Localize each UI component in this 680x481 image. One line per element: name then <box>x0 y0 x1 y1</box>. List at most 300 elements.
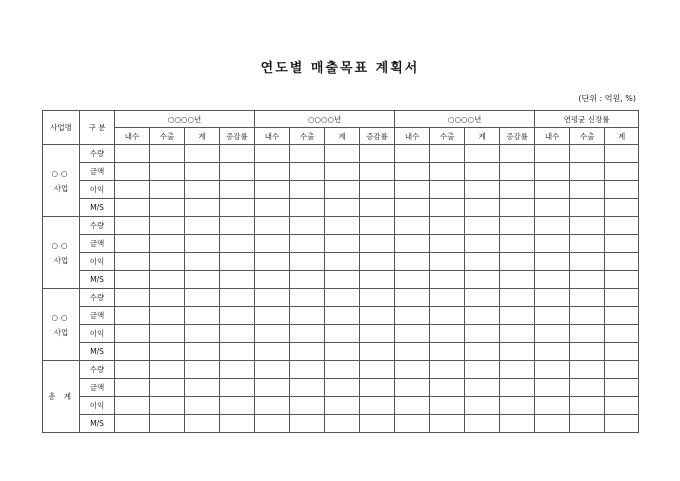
data-cell[interactable] <box>360 379 395 397</box>
data-cell[interactable] <box>605 145 639 163</box>
data-cell[interactable] <box>290 181 325 199</box>
data-cell[interactable] <box>115 253 150 271</box>
table-row <box>43 289 639 307</box>
row-label-amount: 금액 <box>80 163 115 181</box>
data-cell[interactable] <box>535 397 570 415</box>
data-cell[interactable] <box>430 397 465 415</box>
subcol-domestic: 내수 <box>115 128 150 145</box>
data-cell[interactable] <box>290 307 325 325</box>
data-cell[interactable] <box>430 145 465 163</box>
data-cell[interactable] <box>430 289 465 307</box>
data-cell[interactable] <box>255 199 290 217</box>
data-cell[interactable] <box>430 379 465 397</box>
data-cell[interactable] <box>430 361 465 379</box>
data-cell[interactable] <box>185 235 220 253</box>
data-cell[interactable] <box>290 361 325 379</box>
row-label-amount: 금액 <box>80 379 115 397</box>
data-cell[interactable] <box>185 307 220 325</box>
data-cell[interactable] <box>430 253 465 271</box>
data-cell[interactable] <box>360 271 395 289</box>
row-label-profit: 이익 <box>80 325 115 343</box>
data-cell[interactable] <box>570 235 605 253</box>
data-cell[interactable] <box>570 415 605 433</box>
business-name-cell <box>43 217 80 289</box>
data-cell[interactable] <box>220 397 255 415</box>
data-cell[interactable] <box>605 325 639 343</box>
data-cell[interactable] <box>535 145 570 163</box>
data-cell[interactable] <box>570 343 605 361</box>
data-cell[interactable] <box>605 181 639 199</box>
business-name-line2: 사업 <box>53 255 69 265</box>
data-cell[interactable] <box>465 253 500 271</box>
data-cell[interactable] <box>465 343 500 361</box>
data-cell[interactable] <box>220 145 255 163</box>
category-header: 구 분 <box>80 111 115 145</box>
data-cell[interactable] <box>535 253 570 271</box>
data-cell[interactable] <box>570 307 605 325</box>
data-cell[interactable] <box>220 217 255 235</box>
data-cell[interactable] <box>360 181 395 199</box>
data-cell[interactable] <box>430 415 465 433</box>
data-cell[interactable] <box>115 361 150 379</box>
data-cell[interactable] <box>290 145 325 163</box>
data-cell[interactable] <box>395 361 430 379</box>
data-cell[interactable] <box>220 361 255 379</box>
data-cell[interactable] <box>570 379 605 397</box>
data-cell[interactable] <box>115 307 150 325</box>
data-cell[interactable] <box>465 235 500 253</box>
subcol-change-rate: 증감률 <box>500 128 535 145</box>
table-row <box>43 397 639 415</box>
data-cell[interactable] <box>570 181 605 199</box>
growth-subcol-export: 수출 <box>570 128 605 145</box>
data-cell[interactable] <box>605 343 639 361</box>
data-cell[interactable] <box>360 289 395 307</box>
data-cell[interactable] <box>605 235 639 253</box>
data-cell[interactable] <box>185 181 220 199</box>
data-cell[interactable] <box>360 415 395 433</box>
data-cell[interactable] <box>150 379 185 397</box>
subcol-domestic: 내수 <box>395 128 430 145</box>
table-row <box>43 361 639 379</box>
data-cell[interactable] <box>430 235 465 253</box>
data-cell[interactable] <box>395 271 430 289</box>
table-row <box>43 325 639 343</box>
data-cell[interactable] <box>395 379 430 397</box>
row-label-market-share: M/S <box>80 199 115 217</box>
year-header-1: ○○○○년 <box>115 111 255 128</box>
data-cell[interactable] <box>465 415 500 433</box>
data-cell[interactable] <box>255 307 290 325</box>
data-cell[interactable] <box>605 253 639 271</box>
data-cell[interactable] <box>535 217 570 235</box>
data-cell[interactable] <box>430 307 465 325</box>
data-cell[interactable] <box>465 181 500 199</box>
data-cell[interactable] <box>430 217 465 235</box>
data-cell[interactable] <box>115 415 150 433</box>
data-cell[interactable] <box>290 415 325 433</box>
data-cell[interactable] <box>255 325 290 343</box>
data-cell[interactable] <box>290 253 325 271</box>
data-cell[interactable] <box>605 361 639 379</box>
data-cell[interactable] <box>255 253 290 271</box>
data-cell[interactable] <box>535 415 570 433</box>
data-cell[interactable] <box>255 379 290 397</box>
business-name-line1: 총 계 <box>48 392 74 401</box>
header-row-subcols <box>43 128 639 145</box>
data-cell[interactable] <box>290 217 325 235</box>
data-cell[interactable] <box>465 199 500 217</box>
row-label-amount: 금액 <box>80 307 115 325</box>
data-cell[interactable] <box>500 181 535 199</box>
subcol-change-rate: 증감률 <box>220 128 255 145</box>
row-label-quantity: 수량 <box>80 361 115 379</box>
data-cell[interactable] <box>395 163 430 181</box>
data-cell[interactable] <box>150 217 185 235</box>
data-cell[interactable] <box>290 271 325 289</box>
business-name-line1: ○○ <box>51 312 71 322</box>
data-cell[interactable] <box>500 271 535 289</box>
data-cell[interactable] <box>325 145 360 163</box>
data-cell[interactable] <box>185 289 220 307</box>
data-cell[interactable] <box>570 253 605 271</box>
data-cell[interactable] <box>290 379 325 397</box>
data-cell[interactable] <box>500 289 535 307</box>
data-cell[interactable] <box>290 325 325 343</box>
business-name-header: 사업명 <box>43 111 80 145</box>
data-cell[interactable] <box>360 307 395 325</box>
data-cell[interactable] <box>360 199 395 217</box>
business-name-cell <box>43 289 80 361</box>
unit-note: (단위 : 억원, %) <box>578 94 636 103</box>
data-cell[interactable] <box>395 235 430 253</box>
data-cell[interactable] <box>605 397 639 415</box>
data-cell[interactable] <box>430 181 465 199</box>
data-cell[interactable] <box>115 289 150 307</box>
year-header-2: ○○○○년 <box>255 111 395 128</box>
row-label-amount: 금액 <box>80 235 115 253</box>
row-label-market-share: M/S <box>80 271 115 289</box>
data-cell[interactable] <box>500 235 535 253</box>
data-cell[interactable] <box>430 163 465 181</box>
data-cell[interactable] <box>535 289 570 307</box>
data-cell[interactable] <box>605 217 639 235</box>
data-cell[interactable] <box>325 181 360 199</box>
data-cell[interactable] <box>465 145 500 163</box>
data-cell[interactable] <box>395 289 430 307</box>
data-cell[interactable] <box>185 325 220 343</box>
data-cell[interactable] <box>220 253 255 271</box>
growth-header: 연평균 신장률 <box>535 111 639 128</box>
data-cell[interactable] <box>290 343 325 361</box>
data-cell[interactable] <box>465 217 500 235</box>
data-cell[interactable] <box>325 325 360 343</box>
data-cell[interactable] <box>150 397 185 415</box>
data-cell[interactable] <box>500 217 535 235</box>
data-cell[interactable] <box>325 397 360 415</box>
data-cell[interactable] <box>465 307 500 325</box>
data-cell[interactable] <box>465 397 500 415</box>
data-cell[interactable] <box>185 145 220 163</box>
data-cell[interactable] <box>570 217 605 235</box>
row-label-market-share: M/S <box>80 343 115 361</box>
row-label-quantity: 수량 <box>80 217 115 235</box>
data-cell[interactable] <box>570 163 605 181</box>
year-header-3: ○○○○년 <box>395 111 535 128</box>
data-cell[interactable] <box>185 163 220 181</box>
data-cell[interactable] <box>500 163 535 181</box>
data-cell[interactable] <box>325 289 360 307</box>
data-cell[interactable] <box>115 343 150 361</box>
data-cell[interactable] <box>185 253 220 271</box>
table-row <box>43 253 639 271</box>
data-cell[interactable] <box>325 307 360 325</box>
data-cell[interactable] <box>395 181 430 199</box>
data-cell[interactable] <box>605 199 639 217</box>
data-cell[interactable] <box>535 379 570 397</box>
data-cell[interactable] <box>465 361 500 379</box>
data-cell[interactable] <box>150 235 185 253</box>
data-cell[interactable] <box>115 379 150 397</box>
data-cell[interactable] <box>150 271 185 289</box>
data-cell[interactable] <box>150 199 185 217</box>
business-name-line1: ○○ <box>51 168 71 178</box>
data-cell[interactable] <box>255 163 290 181</box>
data-cell[interactable] <box>115 397 150 415</box>
data-cell[interactable] <box>150 181 185 199</box>
data-cell[interactable] <box>325 217 360 235</box>
data-cell[interactable] <box>430 325 465 343</box>
data-cell[interactable] <box>500 199 535 217</box>
data-cell[interactable] <box>570 289 605 307</box>
data-cell[interactable] <box>570 199 605 217</box>
data-cell[interactable] <box>395 307 430 325</box>
data-cell[interactable] <box>150 325 185 343</box>
data-cell[interactable] <box>325 379 360 397</box>
subcol-total: 계 <box>465 128 500 145</box>
data-cell[interactable] <box>325 163 360 181</box>
data-cell[interactable] <box>360 163 395 181</box>
data-cell[interactable] <box>360 217 395 235</box>
data-cell[interactable] <box>290 397 325 415</box>
business-name-line2: 사업 <box>53 327 69 337</box>
data-cell[interactable] <box>465 271 500 289</box>
data-cell[interactable] <box>150 415 185 433</box>
table-row <box>43 343 639 361</box>
data-cell[interactable] <box>115 217 150 235</box>
subcol-export: 수출 <box>150 128 185 145</box>
data-cell[interactable] <box>500 253 535 271</box>
data-cell[interactable] <box>255 217 290 235</box>
data-cell[interactable] <box>150 343 185 361</box>
data-cell[interactable] <box>150 307 185 325</box>
data-cell[interactable] <box>290 235 325 253</box>
data-cell[interactable] <box>185 271 220 289</box>
data-cell[interactable] <box>430 199 465 217</box>
data-cell[interactable] <box>220 379 255 397</box>
header-row-years <box>43 111 639 128</box>
data-cell[interactable] <box>570 361 605 379</box>
data-cell[interactable] <box>150 253 185 271</box>
data-cell[interactable] <box>255 181 290 199</box>
data-cell[interactable] <box>535 235 570 253</box>
data-cell[interactable] <box>220 271 255 289</box>
table-row <box>43 163 639 181</box>
data-cell[interactable] <box>325 415 360 433</box>
data-cell[interactable] <box>535 271 570 289</box>
data-cell[interactable] <box>150 145 185 163</box>
data-cell[interactable] <box>395 397 430 415</box>
data-cell[interactable] <box>605 379 639 397</box>
data-cell[interactable] <box>255 235 290 253</box>
data-cell[interactable] <box>570 145 605 163</box>
data-cell[interactable] <box>500 343 535 361</box>
data-cell[interactable] <box>255 343 290 361</box>
data-cell[interactable] <box>325 253 360 271</box>
data-cell[interactable] <box>150 163 185 181</box>
data-cell[interactable] <box>535 163 570 181</box>
data-cell[interactable] <box>115 325 150 343</box>
data-cell[interactable] <box>500 307 535 325</box>
data-cell[interactable] <box>255 289 290 307</box>
data-cell[interactable] <box>360 343 395 361</box>
data-cell[interactable] <box>115 145 150 163</box>
data-cell[interactable] <box>395 343 430 361</box>
data-cell[interactable] <box>500 361 535 379</box>
data-cell[interactable] <box>360 253 395 271</box>
data-cell[interactable] <box>150 289 185 307</box>
data-cell[interactable] <box>185 415 220 433</box>
data-cell[interactable] <box>395 325 430 343</box>
data-cell[interactable] <box>255 361 290 379</box>
data-cell[interactable] <box>500 325 535 343</box>
data-cell[interactable] <box>535 199 570 217</box>
row-label-quantity: 수량 <box>80 145 115 163</box>
data-cell[interactable] <box>185 379 220 397</box>
data-cell[interactable] <box>430 271 465 289</box>
table-row <box>43 379 639 397</box>
data-cell[interactable] <box>395 217 430 235</box>
data-cell[interactable] <box>185 199 220 217</box>
data-cell[interactable] <box>150 361 185 379</box>
subcol-domestic: 내수 <box>255 128 290 145</box>
data-cell[interactable] <box>185 361 220 379</box>
data-cell[interactable] <box>360 235 395 253</box>
data-cell[interactable] <box>500 397 535 415</box>
data-cell[interactable] <box>605 163 639 181</box>
data-cell[interactable] <box>535 307 570 325</box>
table-row <box>43 415 639 433</box>
data-cell[interactable] <box>500 415 535 433</box>
data-cell[interactable] <box>570 325 605 343</box>
business-name-cell <box>43 145 80 217</box>
data-cell[interactable] <box>360 397 395 415</box>
data-cell[interactable] <box>325 343 360 361</box>
data-cell[interactable] <box>220 307 255 325</box>
data-cell[interactable] <box>220 163 255 181</box>
data-cell[interactable] <box>535 325 570 343</box>
data-cell[interactable] <box>395 253 430 271</box>
data-cell[interactable] <box>255 271 290 289</box>
data-cell[interactable] <box>115 163 150 181</box>
data-cell[interactable] <box>185 217 220 235</box>
table-row <box>43 145 639 163</box>
row-label-quantity: 수량 <box>80 289 115 307</box>
table-body <box>43 145 639 433</box>
data-cell[interactable] <box>290 199 325 217</box>
document-title: 연도별 매출목표 계획서 <box>260 61 420 76</box>
data-cell[interactable] <box>115 235 150 253</box>
data-cell[interactable] <box>605 289 639 307</box>
growth-subcol-total: 계 <box>605 128 639 145</box>
data-cell[interactable] <box>535 343 570 361</box>
data-cell[interactable] <box>115 271 150 289</box>
data-cell[interactable] <box>465 163 500 181</box>
table-row <box>43 235 639 253</box>
data-cell[interactable] <box>220 325 255 343</box>
data-cell[interactable] <box>255 397 290 415</box>
subcol-total: 계 <box>325 128 360 145</box>
data-cell[interactable] <box>290 163 325 181</box>
data-cell[interactable] <box>325 361 360 379</box>
data-cell[interactable] <box>570 271 605 289</box>
data-cell[interactable] <box>395 145 430 163</box>
data-cell[interactable] <box>570 397 605 415</box>
data-cell[interactable] <box>220 199 255 217</box>
data-cell[interactable] <box>395 415 430 433</box>
table-row <box>43 217 639 235</box>
business-name-cell <box>43 361 80 433</box>
data-cell[interactable] <box>220 235 255 253</box>
data-cell[interactable] <box>220 289 255 307</box>
data-cell[interactable] <box>325 271 360 289</box>
data-cell[interactable] <box>605 415 639 433</box>
data-cell[interactable] <box>465 289 500 307</box>
data-cell[interactable] <box>605 307 639 325</box>
data-cell[interactable] <box>325 235 360 253</box>
data-cell[interactable] <box>220 343 255 361</box>
subcol-export: 수출 <box>290 128 325 145</box>
data-cell[interactable] <box>185 343 220 361</box>
data-cell[interactable] <box>465 379 500 397</box>
data-cell[interactable] <box>255 145 290 163</box>
data-cell[interactable] <box>255 415 290 433</box>
data-cell[interactable] <box>500 145 535 163</box>
data-cell[interactable] <box>115 199 150 217</box>
data-cell[interactable] <box>360 361 395 379</box>
data-cell[interactable] <box>220 415 255 433</box>
data-cell[interactable] <box>535 181 570 199</box>
row-label-profit: 이익 <box>80 397 115 415</box>
data-cell[interactable] <box>465 325 500 343</box>
subcol-total: 계 <box>185 128 220 145</box>
data-cell[interactable] <box>500 379 535 397</box>
data-cell[interactable] <box>290 289 325 307</box>
data-cell[interactable] <box>185 397 220 415</box>
data-cell[interactable] <box>115 181 150 199</box>
data-cell[interactable] <box>325 199 360 217</box>
data-cell[interactable] <box>430 343 465 361</box>
data-cell[interactable] <box>395 199 430 217</box>
sales-target-table <box>42 110 639 433</box>
row-label-profit: 이익 <box>80 181 115 199</box>
data-cell[interactable] <box>360 325 395 343</box>
business-name-line1: ○○ <box>51 240 71 250</box>
data-cell[interactable] <box>220 181 255 199</box>
data-cell[interactable] <box>535 361 570 379</box>
data-cell[interactable] <box>360 145 395 163</box>
data-cell[interactable] <box>605 271 639 289</box>
